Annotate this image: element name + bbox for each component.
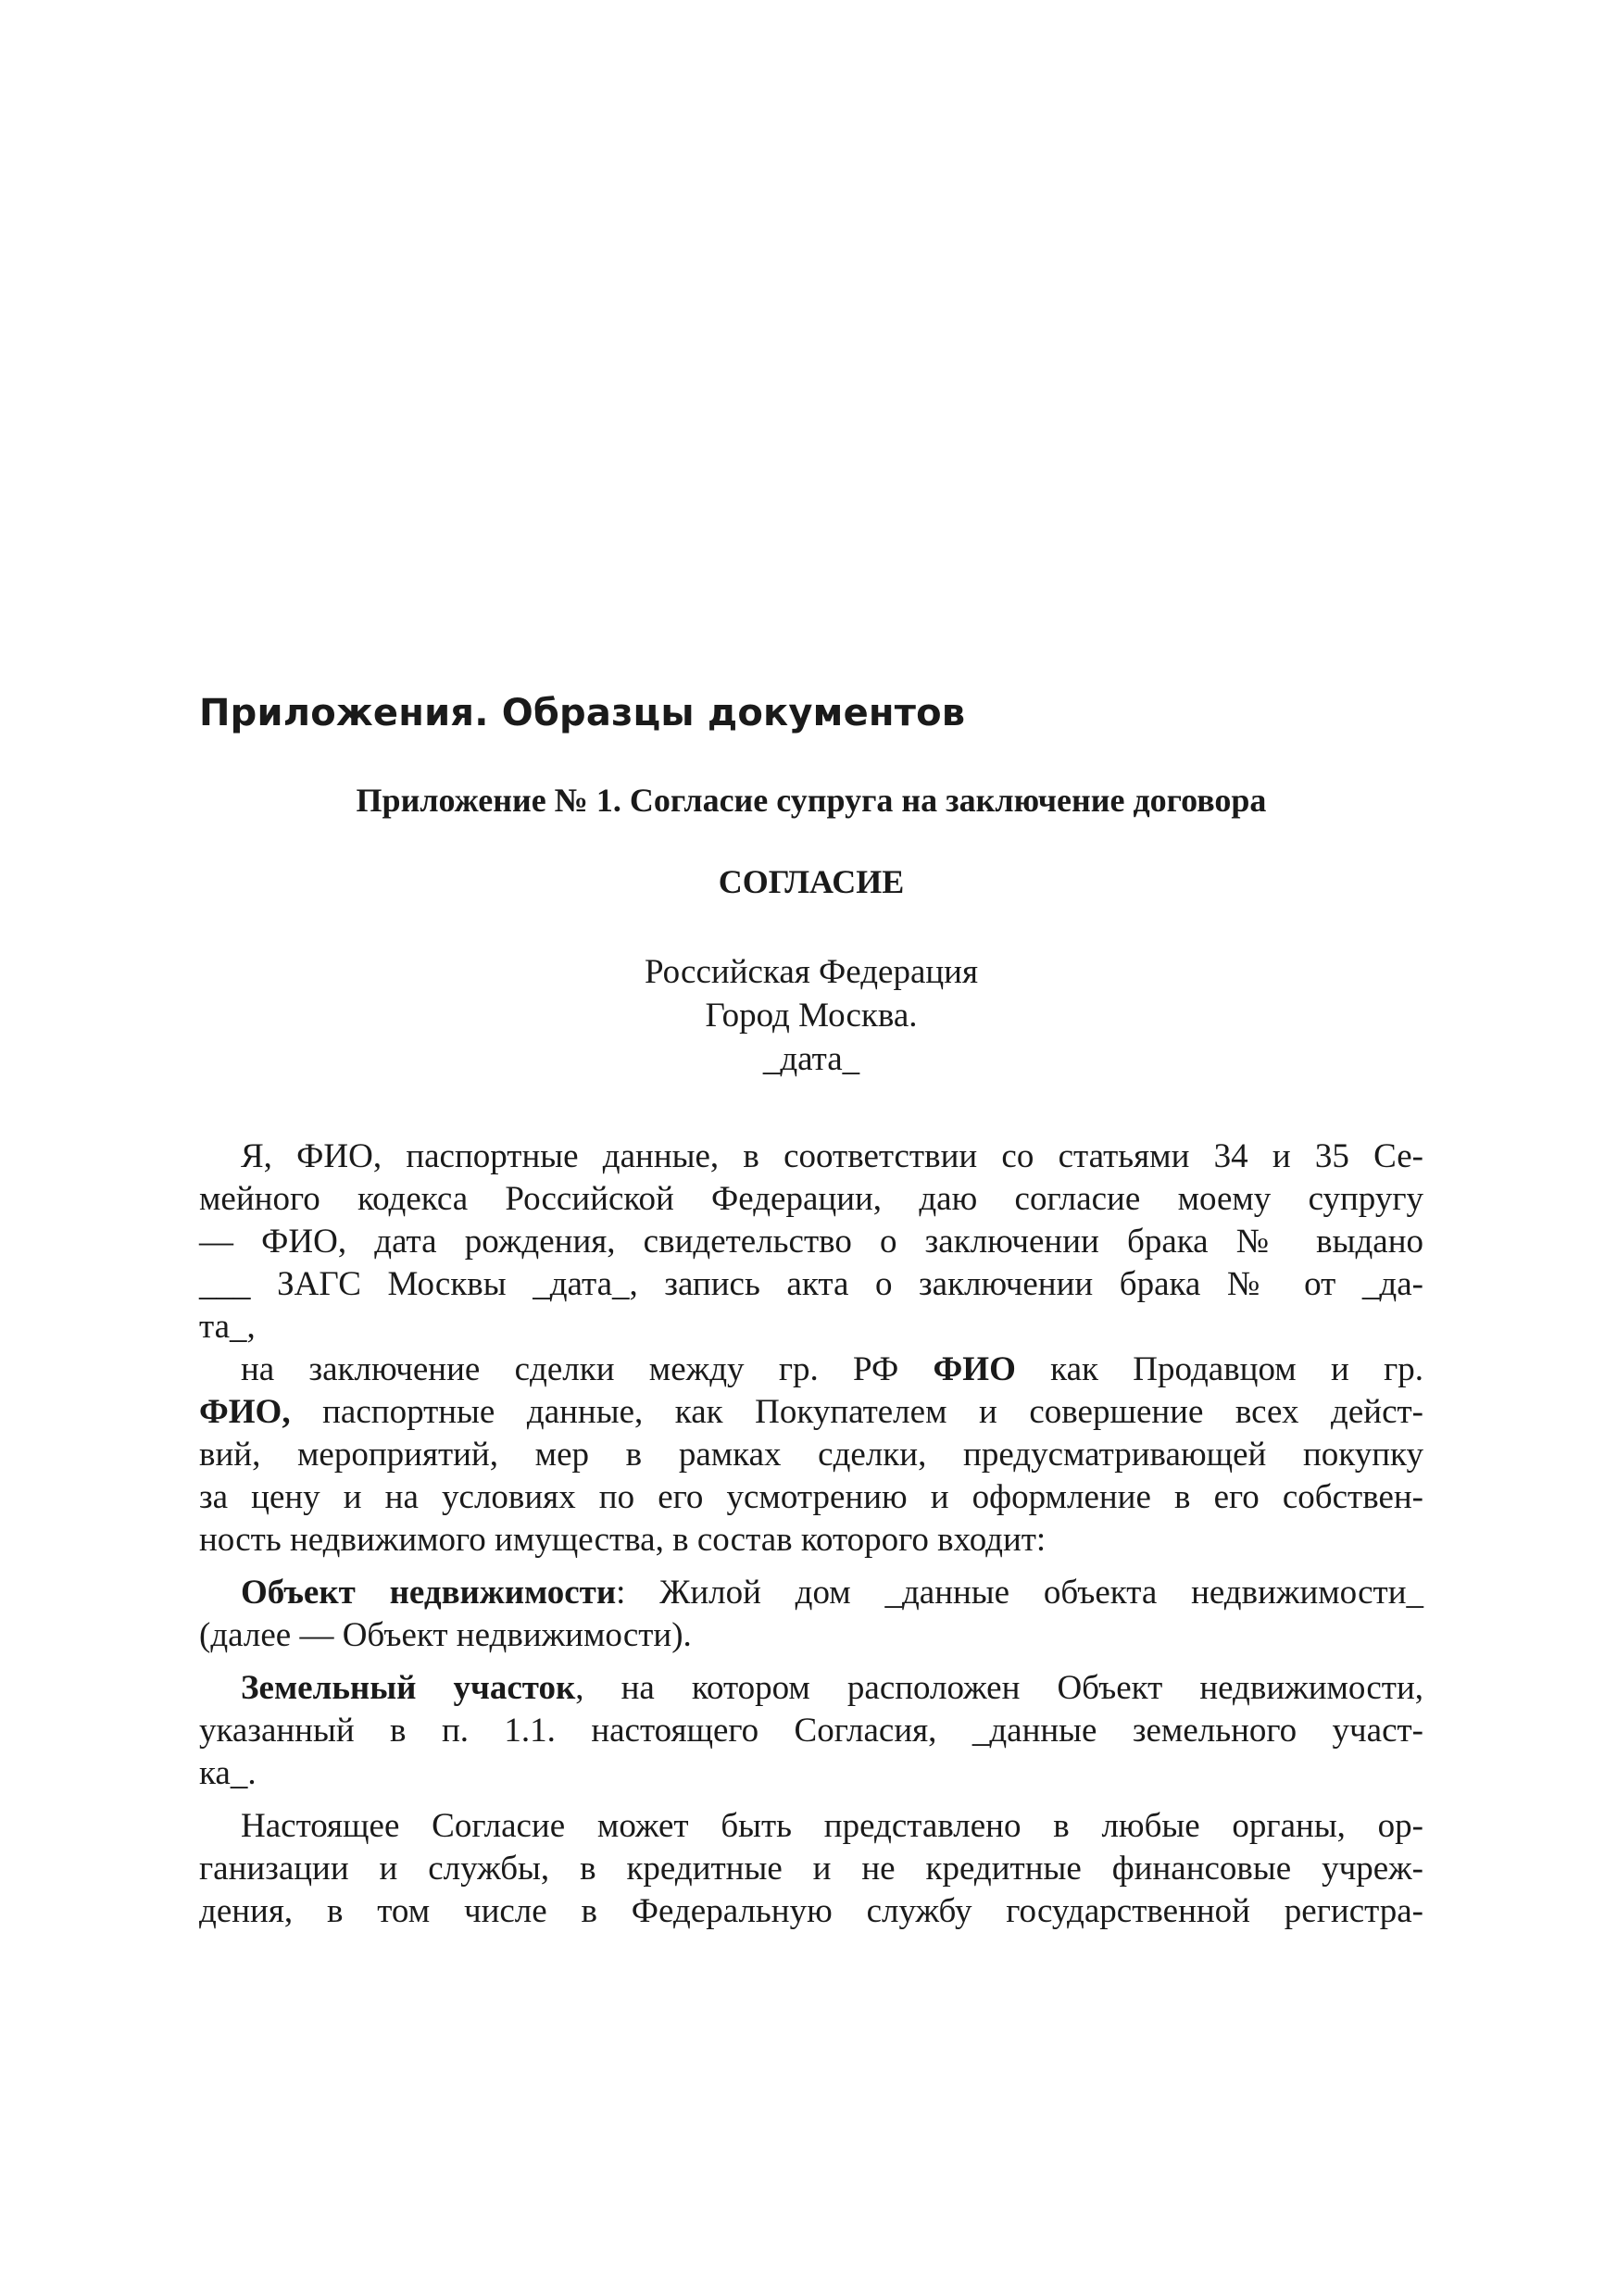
text-line: (далее — Объект недвижимости). [199, 1616, 692, 1654]
country-line: Российская Федерация [644, 953, 978, 991]
text-fragment: как Продавцом и гр. [1015, 1350, 1423, 1388]
date-line: _дата_ [762, 1040, 860, 1078]
place-date-block [199, 950, 1423, 1081]
text-line: Я, ФИО, паспортные данные, в соответствии со статьями 34 и 35 Се- [241, 1137, 1423, 1175]
text-line [199, 1667, 1423, 1710]
appendix-title: Приложение № 1. Согласие супруга на заключение договора [356, 782, 1267, 819]
text-line: за цену и на условиях по его усмотрению и оформление в его собствен- [199, 1478, 1423, 1516]
section-title: Приложения. Образцы документов [199, 692, 966, 734]
text-line: вий, мероприятий, мер в рамках сделки, предусматривающей покупку [199, 1436, 1423, 1474]
document-page [199, 685, 1423, 1933]
text-line: ность недвижимого имущества, в состав которого входит: [199, 1521, 1047, 1559]
text-line [199, 1572, 1423, 1614]
paragraph-consent [199, 1135, 1423, 1349]
text-line: Настоящее Согласие может быть представлено в любые органы, ор- [241, 1807, 1423, 1845]
bold-fragment: Земельный участок [241, 1669, 576, 1707]
bold-fragment: Объект недвижимости [241, 1574, 617, 1612]
paragraph-property [199, 1572, 1423, 1657]
text-line: дения, в том числе в Федеральную службу государственной регистра- [199, 1892, 1423, 1930]
paragraph-land-plot [199, 1667, 1423, 1795]
text-line [199, 1349, 1423, 1391]
document-body [199, 1135, 1423, 1933]
text-line: ка_. [199, 1754, 257, 1792]
text-line: мейного кодекса Российской Федерации, даю согласие моему супругу [199, 1180, 1423, 1218]
text-line [199, 1391, 1423, 1434]
text-line: — ФИО, дата рождения, свидетельство о заключении брака № выдано [199, 1223, 1423, 1261]
bold-fragment: ФИО [933, 1350, 1016, 1388]
text-fragment: , на котором расположен Объект недвижимости, [575, 1669, 1423, 1707]
document-title: СОГЛАСИЕ [718, 863, 905, 900]
city-line: Город Москва. [705, 997, 918, 1035]
text-line: ганизации и службы, в кредитные и не кредитные финансовые учреж- [199, 1850, 1423, 1888]
text-line: та_, [199, 1308, 256, 1346]
bold-fragment: ФИО, [199, 1393, 291, 1431]
text-fragment: : Жилой дом _данные объекта недвижимости_ [616, 1574, 1423, 1612]
text-line: указанный в п. 1.1. настоящего Согласия, _данные земельного участ- [199, 1712, 1423, 1750]
text-line: ___ ЗАГС Москвы _дата_, запись акта о заключении брака № от _да- [199, 1265, 1423, 1303]
text-fragment: паспортные данные, как Покупателем и совершение всех дейст- [290, 1393, 1423, 1431]
paragraph-deal [199, 1349, 1423, 1562]
text-fragment: на заключение сделки между гр. РФ [241, 1350, 934, 1388]
paragraph-presentation [199, 1805, 1423, 1933]
